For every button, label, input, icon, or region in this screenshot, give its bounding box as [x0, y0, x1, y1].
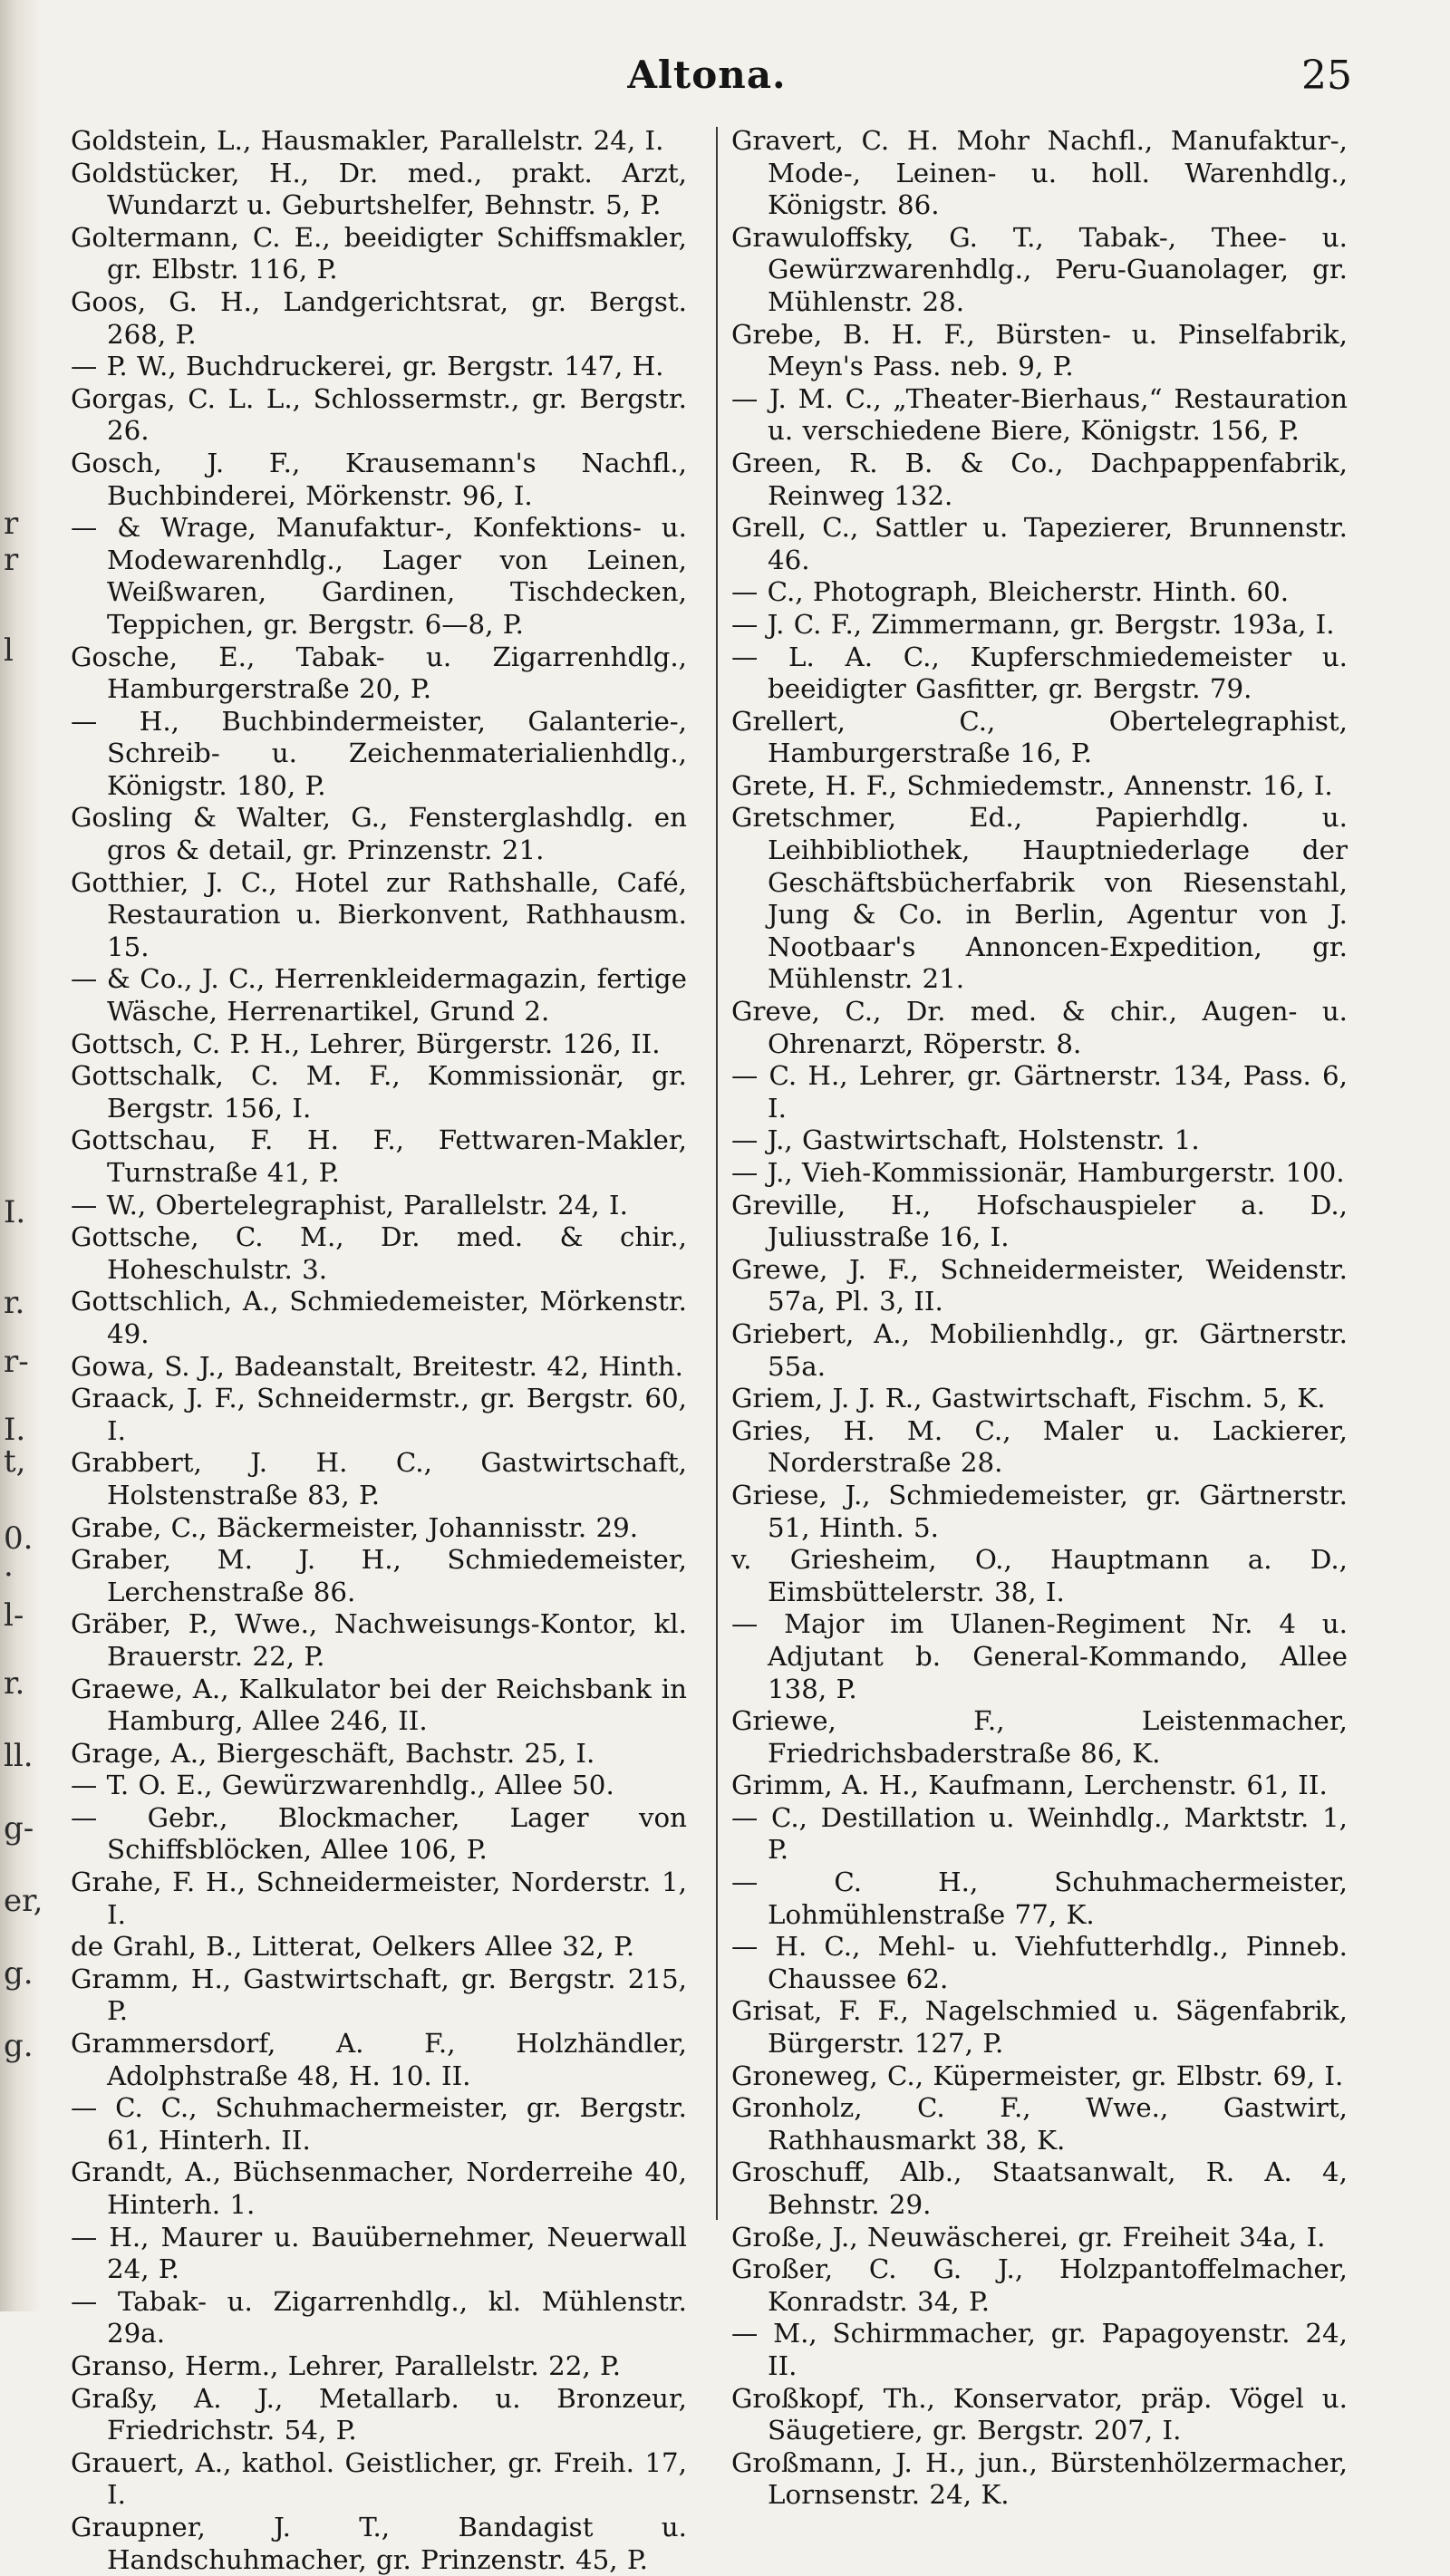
- directory-entry: Gorgas, C. L. L., Schlossermstr., gr. Bergstr. 26.: [71, 382, 687, 447]
- directory-entry: Grimm, A. H., Kaufmann, Lerchenstr. 61, II.: [731, 1770, 1328, 1801]
- directory-entry: Gravert, C. H. Mohr Nachfl., Manufaktur-, Mode-, Leinen- u. holl. Warenhdlg., Königstr. 86.: [731, 125, 1348, 221]
- directory-entry: — W., Obertelegraphist, Parallelstr. 24, I.: [71, 1189, 628, 1220]
- neighbor-page-fragment: g-: [4, 1810, 34, 1847]
- directory-entry: Grabe, C., Bäckermeister, Johannisstr. 29.: [71, 1511, 639, 1543]
- directory-entry: Griem, J. J. R., Gastwirtschaft, Fischm. 5, K.: [731, 1383, 1326, 1414]
- directory-entry: v. Griesheim, O., Hauptmann a. D., Eimsbüttelerstr. 38, I.: [731, 1544, 1348, 1607]
- directory-entry: Graupner, J. T., Bandagist u. Handschuhmacher, gr. Prinzenstr. 45, P.: [71, 2511, 687, 2575]
- neighbor-page-fragment: r: [4, 542, 19, 578]
- directory-entry: Green, R. B. & Co., Dachpappenfabrik, Reinweg 132.: [731, 447, 1348, 511]
- directory-entry: — M., Schirmmacher, gr. Papagoyenstr. 24, II.: [731, 2318, 1348, 2381]
- directory-entry: — Tabak- u. Zigarrenhdlg., kl. Mühlenstr. 29a.: [71, 2285, 687, 2349]
- directory-entry: Greville, H., Hofschauspieler a. D., Juliusstraße 16, I.: [731, 1189, 1348, 1253]
- neighbor-page-fragment: l-: [4, 1597, 24, 1634]
- directory-entry: Gottsche, C. M., Dr. med. & chir., Hoheschulstr. 3.: [71, 1221, 687, 1285]
- directory-entry: Grell, C., Sattler u. Tapezierer, Brunnenstr. 46.: [731, 512, 1348, 575]
- directory-entry: Groneweg, C., Küpermeister, gr. Elbstr. 69, I.: [731, 2060, 1344, 2091]
- directory-entry: — C., Destillation u. Weinhdlg., Marktstr. 1, P.: [731, 1801, 1348, 1866]
- neighbor-page-fragment: I.: [4, 1412, 26, 1448]
- directory-entry: — P. W., Buchdruckerei, gr. Bergstr. 147, H.: [71, 351, 664, 382]
- directory-entry: — L. A. C., Kupferschmiedemeister u. beeidigter Gasfitter, gr. Bergstr. 79.: [731, 641, 1348, 705]
- directory-entry: Graewe, A., Kalkulator bei der Reichsbank in Hamburg, Allee 246, II.: [71, 1673, 687, 1737]
- directory-entry: Goos, G. H., Landgerichtsrat, gr. Bergst. 268, P.: [71, 285, 687, 350]
- directory-entry: Gretschmer, Ed., Papierhdlg. u. Leihbibliothek, Hauptniederlage der Geschäftsbücherfabrik von Riesenstahl, Jung & Co. in Berlin, Agentur von J. Nootbaar's Annoncen-Expedition, gr. Mühlenstr. 21.: [731, 802, 1348, 995]
- directory-entry: Grabbert, J. H. C., Gastwirtschaft, Holstenstraße 83, P.: [71, 1447, 687, 1510]
- directory-entry: Gosche, E., Tabak- u. Zigarrenhdlg., Hamburgerstraße 20, P.: [71, 641, 687, 705]
- directory-entry: — T. O. E., Gewürzwarenhdlg., Allee 50.: [71, 1770, 614, 1801]
- directory-entry: Goldstein, L., Hausmakler, Parallelstr. 24, I.: [71, 125, 664, 156]
- page-header: [72, 53, 1352, 107]
- directory-entry: Graßy, A. J., Metallarb. u. Bronzeur, Friedrichstr. 54, P.: [71, 2382, 687, 2446]
- directory-entry: — J. C. F., Zimmermann, gr. Bergstr. 193a, I.: [731, 608, 1335, 640]
- neighbor-page-fragment: l: [4, 632, 14, 669]
- neighbor-page-fragment: r-: [4, 1344, 29, 1380]
- directory-entry: Gries, H. M. C., Maler u. Lackierer, Norderstraße 28.: [731, 1414, 1348, 1479]
- directory-entry: — J., Vieh-Kommissionär, Hamburgerstr. 100.: [731, 1157, 1345, 1188]
- neighbor-page-fragment: ·: [4, 1557, 14, 1593]
- directory-entry: Gosling & Walter, G., Fensterglashdlg. en gros & detail, gr. Prinzenstr. 21.: [71, 802, 687, 866]
- directory-entry: — H. C., Mehl- u. Viehfutterhdlg., Pinneb. Chaussee 62.: [731, 1931, 1348, 1994]
- directory-entry: — & Co., J. C., Herrenkleidermagazin, fertige Wäsche, Herrenartikel, Grund 2.: [71, 963, 687, 1028]
- directory-entry: Graack, J. F., Schneidermstr., gr. Bergstr. 60, I.: [71, 1383, 687, 1446]
- directory-entry: Grebe, B. H. F., Bürsten- u. Pinselfabrik, Meyn's Pass. neb. 9, P.: [731, 318, 1348, 382]
- directory-entry: Grammersdorf, A. F., Holzhändler, Adolphstraße 48, H. 10. II.: [71, 2028, 687, 2091]
- directory-entry: Groschuff, Alb., Staatsanwalt, R. A. 4, Behnstr. 29.: [731, 2156, 1348, 2220]
- directory-entry: — C. H., Schuhmachermeister, Lohmühlenstraße 77, K.: [731, 1867, 1348, 1930]
- directory-entry: — H., Maurer u. Bauübernehmer, Neuerwall 24, P.: [71, 2221, 687, 2285]
- column-divider: [716, 127, 718, 2220]
- directory-entry: Grete, H. F., Schmiedemstr., Annenstr. 16, I.: [731, 769, 1333, 801]
- directory-entry: Gottschalk, C. M. F., Kommissionär, gr. Bergstr. 156, I.: [71, 1060, 687, 1124]
- page-title: Altona.: [627, 53, 787, 97]
- directory-entry: Grandt, A., Büchsenmacher, Norderreihe 40, Hinterh. 1.: [71, 2156, 687, 2220]
- directory-entry: Graber, M. J. H., Schmiedemeister, Lerchenstraße 86.: [71, 1544, 687, 1607]
- directory-entry: Grewe, J. F., Schneidermeister, Weidenstr. 57a, Pl. 3, II.: [731, 1253, 1348, 1317]
- directory-entry: Große, J., Neuwäscherei, gr. Freiheit 34a, I.: [731, 2221, 1326, 2253]
- directory-entry: — Gebr., Blockmacher, Lager von Schiffsblöcken, Allee 106, P.: [71, 1801, 687, 1866]
- directory-entry: — C., Photograph, Bleicherstr. Hinth. 60.: [731, 576, 1290, 608]
- directory-entry: Großkopf, Th., Konservator, präp. Vögel u. Säugetiere, gr. Bergstr. 207, I.: [731, 2382, 1348, 2446]
- directory-entry: Grisat, F. F., Nagelschmied u. Sägenfabrik, Bürgerstr. 127, P.: [731, 1995, 1348, 2060]
- neighbor-page-fragment: I.: [4, 1194, 26, 1230]
- directory-entry: Grellert, C., Obertelegraphist, Hamburgerstraße 16, P.: [731, 705, 1348, 769]
- neighbor-page-fragment: r: [4, 506, 19, 542]
- directory-entry: Großmann, J. H., jun., Bürstenhölzermacher, Lornsenstr. 24, K.: [731, 2446, 1348, 2511]
- right-column: [731, 125, 1348, 2512]
- directory-entry: Gräber, P., Wwe., Nachweisungs-Kontor, kl. Brauerstr. 22, P.: [71, 1608, 687, 1672]
- directory-entry: — J. M. C., „Theater-Bierhaus,“ Restauration u. verschiedene Biere, Königstr. 156, P.: [731, 382, 1348, 447]
- directory-entry: — C. H., Lehrer, gr. Gärtnerstr. 134, Pass. 6, I.: [731, 1060, 1348, 1124]
- directory-entry: Griewe, F., Leistenmacher, Friedrichsbaderstraße 86, K.: [731, 1705, 1348, 1769]
- directory-entry: de Grahl, B., Litterat, Oelkers Allee 32, P.: [71, 1931, 635, 1963]
- left-column: [71, 125, 687, 2576]
- directory-entry: — Major im Ulanen-Regiment Nr. 4 u. Adjutant b. General-Kommando, Allee 138, P.: [731, 1608, 1348, 1704]
- neighbor-page-fragment: er,: [4, 1883, 44, 1919]
- directory-entry: Griebert, A., Mobilienhdlg., gr. Gärtnerstr. 55a.: [731, 1317, 1348, 1382]
- directory-entry: Gronholz, C. F., Wwe., Gastwirt, Rathhausmarkt 38, K.: [731, 2092, 1348, 2156]
- neighbor-page-fragment: ll.: [4, 1738, 34, 1774]
- directory-entry: Grahe, F. H., Schneidermeister, Norderstr. 1, I.: [71, 1867, 687, 1930]
- directory-entry: Gottschlich, A., Schmiedemeister, Mörkenstr. 49.: [71, 1286, 687, 1349]
- directory-entry: Gramm, H., Gastwirtschaft, gr. Bergstr. 215, P.: [71, 1963, 687, 2027]
- directory-entry: — C. C., Schuhmachermeister, gr. Bergstr. 61, Hinterh. II.: [71, 2092, 687, 2156]
- directory-entry: Griese, J., Schmiedemeister, gr. Gärtnerstr. 51, Hinth. 5.: [731, 1479, 1348, 1543]
- neighbor-page-fragment: g.: [4, 1955, 34, 1992]
- directory-entry: — J., Gastwirtschaft, Holstenstr. 1.: [731, 1124, 1200, 1156]
- directory-entry: Gosch, J. F., Krausemann's Nachfl., Buchbinderei, Mörkenstr. 96, I.: [71, 447, 687, 511]
- directory-entry: Gotthier, J. C., Hotel zur Rathshalle, Café, Restauration u. Bierkonvent, Rathhausm. 15.: [71, 866, 687, 962]
- directory-entry: Grawuloffsky, G. T., Tabak-, Thee- u. Gewürzwarenhdlg., Peru-Guanolager, gr. Mühlenstr. 28.: [731, 221, 1348, 317]
- neighbor-page-fragment: r.: [4, 1665, 25, 1702]
- directory-entry: Grauert, A., kathol. Geistlicher, gr. Freih. 17, I.: [71, 2446, 687, 2511]
- neighbor-page-fragment: t,: [4, 1443, 26, 1480]
- neighbor-page-fragment: 0.: [4, 1520, 34, 1557]
- directory-entry: Gowa, S. J., Badeanstalt, Breitestr. 42, Hinth.: [71, 1350, 683, 1382]
- directory-entry: Gottschau, F. H. F., Fettwaren-Makler, Turnstraße 41, P.: [71, 1124, 687, 1188]
- directory-entry: Granso, Herm., Lehrer, Parallelstr. 22, P.: [71, 2349, 622, 2381]
- directory-entry: Gottsch, C. P. H., Lehrer, Bürgerstr. 126, II.: [71, 1028, 661, 1059]
- directory-entry: Goltermann, C. E., beeidigter Schiffsmakler, gr. Elbstr. 116, P.: [71, 221, 687, 285]
- neighbor-page-fragment: g.: [4, 2028, 34, 2064]
- directory-entry: Greve, C., Dr. med. & chir., Augen- u. Ohrenarzt, Röperstr. 8.: [731, 996, 1348, 1059]
- page-number: 25: [1301, 53, 1352, 99]
- directory-entry: Grage, A., Biergeschäft, Bachstr. 25, I.: [71, 1737, 595, 1769]
- neighbor-page-fragment: r.: [4, 1285, 25, 1321]
- directory-entry: — H., Buchbindermeister, Galanterie-, Schreib- u. Zeichenmaterialienhdlg., Königstr. 180, P.: [71, 705, 687, 801]
- directory-entry: Goldstücker, H., Dr. med., prakt. Arzt, Wundarzt u. Geburtshelfer, Behnstr. 5, P.: [71, 157, 687, 221]
- directory-entry: — & Wrage, Manufaktur-, Konfektions- u. Modewarenhdlg., Lager von Leinen, Weißwaren, Gardinen, Tischdecken, Teppichen, gr. Bergstr. 6—8, P.: [71, 512, 687, 640]
- directory-entry: Großer, C. G. J., Holzpantoffelmacher, Konradstr. 34, P.: [731, 2253, 1348, 2317]
